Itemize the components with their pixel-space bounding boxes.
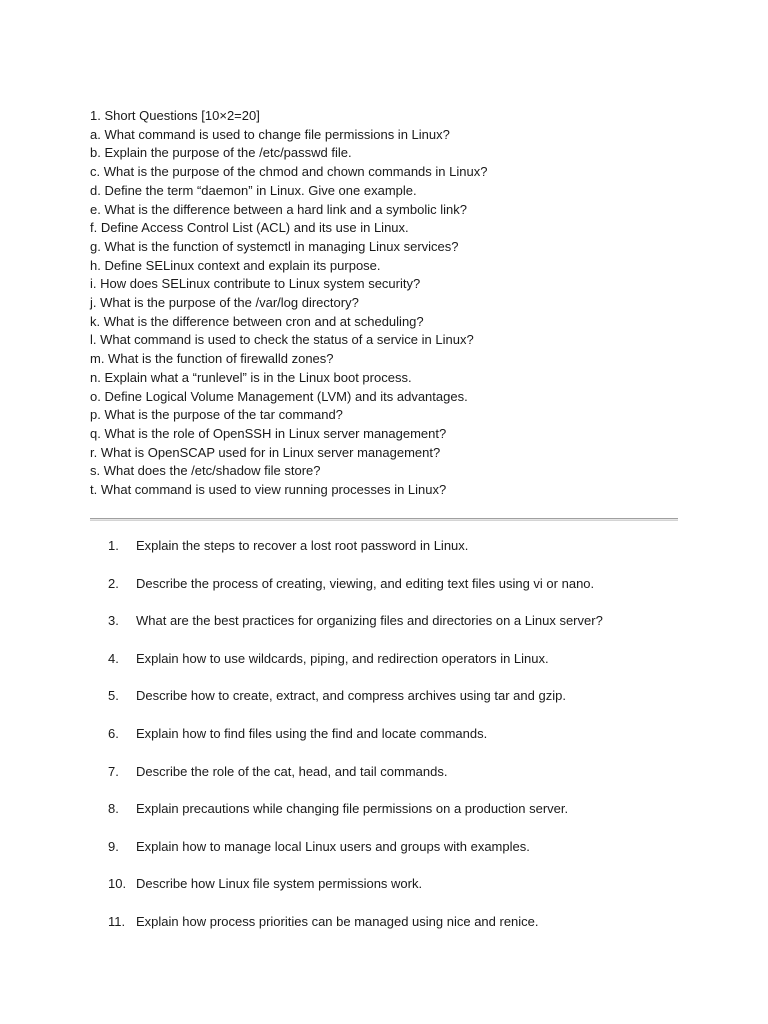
section-heading: 1. Short Questions [10×2=20] — [90, 108, 260, 123]
short-question-item: h. Define SELinux context and explain its purpose. — [90, 257, 381, 273]
question-number: 7. — [108, 763, 119, 779]
short-question-item: l. What command is used to check the status of a service in Linux? — [90, 332, 474, 348]
short-questions-section — [90, 107, 690, 500]
short-question-item: o. Define Logical Volume Management (LVM) and its advantages. — [90, 388, 468, 404]
question-text: What are the best practices for organizing files and directories on a Linux server? — [136, 613, 603, 629]
long-question-item — [108, 874, 708, 912]
short-question-item: s. What does the /etc/shadow file store? — [90, 463, 321, 479]
long-question-item — [108, 799, 708, 837]
long-questions-section — [108, 536, 708, 950]
short-question-item: a. What command is used to change file permissions in Linux? — [90, 126, 450, 142]
question-text: Describe how to create, extract, and compress archives using tar and gzip. — [136, 688, 566, 704]
long-question-item — [108, 837, 708, 875]
long-question-item — [108, 574, 708, 612]
question-number: 10. — [108, 876, 127, 892]
short-question-item: j. What is the purpose of the /var/log directory? — [90, 295, 359, 311]
question-number: 11. — [108, 913, 126, 929]
question-number: 9. — [108, 838, 119, 854]
short-question-item: f. Define Access Control List (ACL) and its use in Linux. — [90, 220, 409, 236]
short-question-item: d. Define the term “daemon” in Linux. Give one example. — [90, 182, 417, 198]
short-question-item: p. What is the purpose of the tar command? — [90, 407, 343, 423]
long-question-item — [108, 724, 708, 762]
question-number: 4. — [108, 650, 119, 666]
horizontal-divider — [90, 518, 678, 521]
long-question-item — [108, 912, 708, 950]
short-question-item: b. Explain the purpose of the /etc/passwd file. — [90, 145, 352, 161]
long-question-item — [108, 649, 708, 687]
question-text: Explain the steps to recover a lost root password in Linux. — [136, 538, 469, 553]
long-question-item — [108, 536, 708, 574]
long-question-item — [108, 762, 708, 800]
short-question-item: r. What is OpenSCAP used for in Linux server management? — [90, 444, 441, 460]
question-number: 5. — [108, 688, 119, 704]
question-text: Explain how to manage local Linux users and groups with examples. — [136, 838, 530, 854]
question-number: 8. — [108, 801, 119, 817]
long-questions-list — [108, 536, 708, 950]
question-text: Describe how Linux file system permissions work. — [136, 876, 423, 892]
short-question-item: n. Explain what a “runlevel” is in the Linux boot process. — [90, 369, 412, 385]
long-question-item — [108, 611, 708, 649]
question-text: Explain precautions while changing file permissions on a production server. — [136, 801, 569, 817]
question-text: Explain how process priorities can be managed using nice and renice. — [136, 913, 539, 929]
question-number: 6. — [108, 725, 119, 741]
short-question-item: t. What command is used to view running processes in Linux? — [90, 482, 447, 498]
short-question-item: i. How does SELinux contribute to Linux system security? — [90, 276, 421, 292]
short-question-item: q. What is the role of OpenSSH in Linux server management? — [90, 425, 447, 441]
question-text: Explain how to find files using the find and locate commands. — [136, 725, 488, 741]
question-number: 2. — [108, 575, 119, 591]
long-question-item — [108, 686, 708, 724]
short-question-item: g. What is the function of systemctl in managing Linux services? — [90, 238, 459, 254]
question-number: 1. — [108, 538, 119, 553]
short-questions-list — [90, 126, 690, 500]
question-number: 3. — [108, 613, 119, 629]
short-question-item: c. What is the purpose of the chmod and chown commands in Linux? — [90, 164, 488, 180]
question-text: Explain how to use wildcards, piping, and redirection operators in Linux. — [136, 650, 549, 666]
short-question-item: m. What is the function of firewalld zones? — [90, 351, 334, 367]
short-question-item: k. What is the difference between cron and at scheduling? — [90, 313, 424, 329]
question-text: Describe the process of creating, viewing, and editing text files using vi or nano. — [136, 575, 595, 591]
short-question-item: e. What is the difference between a hard link and a symbolic link? — [90, 201, 467, 217]
question-text: Describe the role of the cat, head, and tail commands. — [136, 763, 448, 779]
